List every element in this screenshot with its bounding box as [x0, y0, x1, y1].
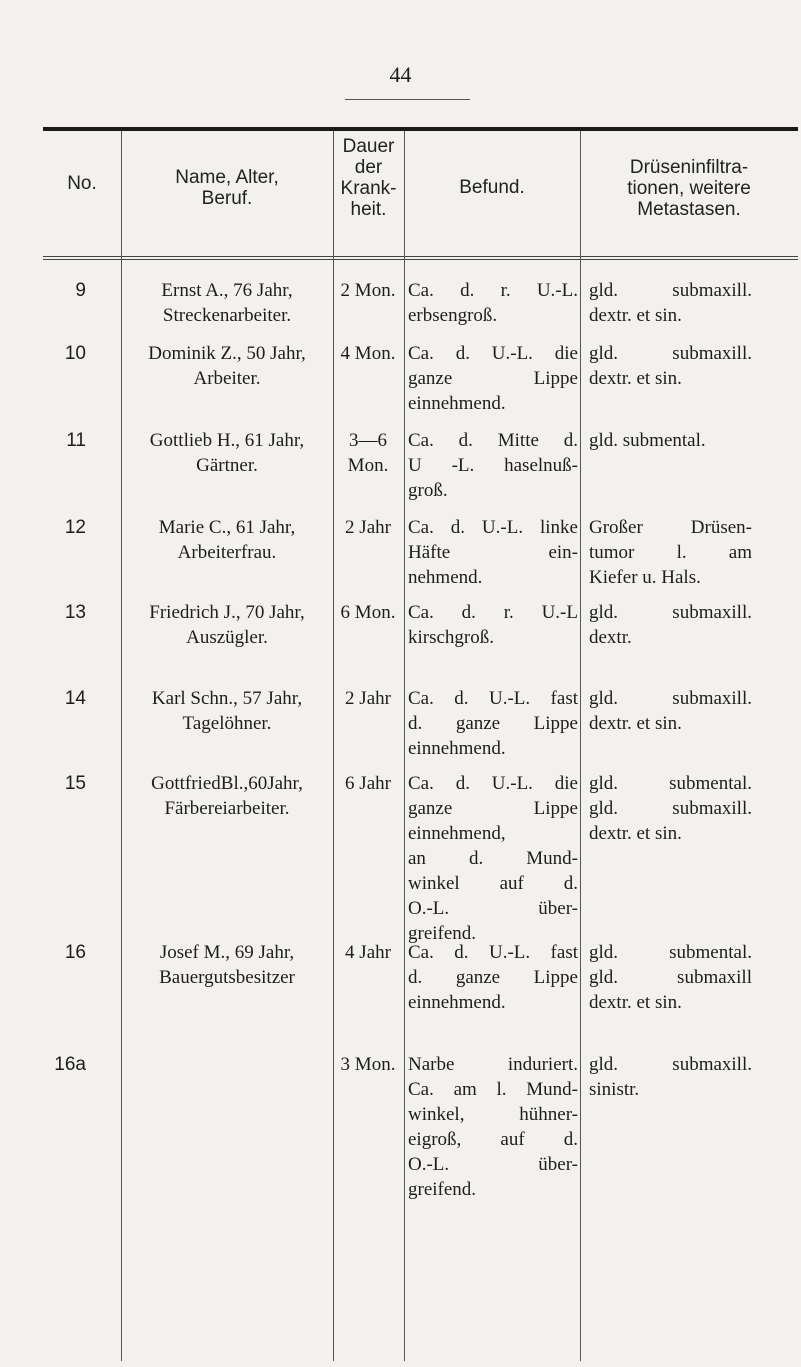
duration-cell-line: 2 Mon.	[340, 280, 396, 301]
gland-cell-line: sinistr.	[589, 1079, 640, 1100]
gland-cell-line: tumor l. am	[589, 542, 752, 563]
gland-cell	[589, 515, 752, 590]
gland-cell-line: gld. submaxill.	[589, 602, 752, 623]
gland-cell-line: gld. submaxill.	[589, 798, 752, 819]
finding-cell-line: Ca. d. r. U.-L.	[408, 280, 578, 301]
name-cell-line: Josef M., 69 Jahr,	[159, 942, 295, 963]
gland-cell-line: dextr. et sin.	[589, 992, 682, 1013]
name-cell-line: Arbeiter.	[193, 368, 261, 389]
duration-cell-line: 3 Mon.	[340, 1054, 396, 1075]
gland-cell-line: gld. submaxill	[589, 967, 752, 988]
finding-cell-line: erbsengroß.	[408, 305, 498, 326]
finding-cell-line: kirschgroß.	[408, 627, 495, 648]
finding-cell-line: Ca. am l. Mund-	[408, 1079, 578, 1100]
name-cell-line: Gärtner.	[196, 455, 258, 476]
finding-cell-line: nehmend.	[408, 567, 483, 588]
gland-cell-line: dextr. et sin.	[589, 305, 682, 326]
header-drusen-line: Drüseninfiltra-	[629, 157, 749, 178]
gland-cell	[589, 940, 752, 1015]
gland-cell-line: Kiefer u. Hals.	[589, 567, 701, 588]
finding-cell	[408, 940, 578, 1015]
finding-cell	[408, 515, 578, 590]
row-number: 12	[64, 517, 86, 538]
duration-cell	[333, 600, 403, 625]
finding-cell-line: einnehmend.	[408, 992, 506, 1013]
finding-cell-line: einnehmend,	[408, 823, 506, 844]
gland-cell-line: gld. submental.	[589, 773, 752, 794]
duration-cell-line: 2 Jahr	[345, 517, 391, 538]
name-cell	[121, 940, 333, 990]
header-no: No.	[67, 173, 97, 194]
page-number-rule	[345, 99, 470, 100]
name-cell	[121, 278, 333, 328]
header-name-line: Name, Alter,	[175, 167, 279, 188]
name-cell-line: Ernst A., 76 Jahr,	[161, 280, 293, 301]
gland-cell	[589, 1052, 752, 1102]
duration-cell-line: 3—6	[349, 430, 387, 451]
duration-cell-line: Mon.	[347, 455, 389, 476]
finding-cell	[408, 600, 578, 650]
gland-cell-line: Großer Drüsen-	[589, 517, 752, 538]
name-cell	[121, 515, 333, 565]
gland-cell-line: gld. submaxill.	[589, 280, 752, 301]
gland-cell-line: dextr. et sin.	[589, 713, 682, 734]
duration-cell-line: 6 Jahr	[345, 773, 391, 794]
finding-cell-line: einnehmend.	[408, 738, 506, 759]
name-cell-line: GottfriedBl.,60Jahr,	[151, 773, 303, 794]
gland-cell	[589, 600, 752, 650]
duration-cell	[333, 940, 403, 965]
header-dauer-line: Krank-	[340, 178, 397, 199]
row-number: 11	[66, 430, 86, 451]
finding-cell	[408, 1052, 578, 1202]
finding-cell-line: groß.	[408, 480, 448, 501]
header-dauer	[333, 136, 404, 220]
header-befund: Befund.	[459, 177, 525, 198]
header-bottom-rule	[43, 256, 798, 260]
finding-cell-line: Ca. d. Mitte d.	[408, 430, 578, 451]
name-cell-line: Bauergutsbesitzer	[159, 967, 295, 988]
finding-cell-line: greifend.	[408, 923, 477, 944]
duration-cell-line: 6 Mon.	[340, 602, 396, 623]
finding-cell-line: Ca. d. U.-L. die	[408, 343, 578, 364]
finding-cell	[408, 686, 578, 761]
finding-cell-line: d. ganze Lippe	[408, 713, 578, 734]
gland-cell-line: gld. submental.	[589, 430, 706, 451]
name-cell-line: Friedrich J., 70 Jahr,	[149, 602, 305, 623]
duration-cell-line: 2 Jahr	[345, 688, 391, 709]
finding-cell-line: Ca. d. r. U.-L	[408, 602, 578, 623]
gland-cell	[589, 686, 752, 736]
duration-cell	[333, 341, 403, 366]
gland-cell	[589, 771, 752, 846]
finding-cell-line: d. ganze Lippe	[408, 967, 578, 988]
finding-cell-line: Ca. d. U.-L. fast	[408, 942, 578, 963]
name-cell-line: Auszügler.	[186, 627, 268, 648]
duration-cell	[333, 428, 403, 478]
finding-cell-line: O.-L. über-	[408, 898, 578, 919]
row-number: 9	[75, 280, 86, 301]
duration-cell-line: 4 Mon.	[340, 343, 396, 364]
gland-cell-line: dextr. et sin.	[589, 368, 682, 389]
finding-cell-line: Häfte ein-	[408, 542, 578, 563]
row-number: 10	[64, 343, 86, 364]
name-cell-line: Marie C., 61 Jahr,	[158, 517, 296, 538]
header-dauer-line: Dauer	[342, 136, 395, 157]
header-dauer-line: heit.	[350, 199, 387, 220]
finding-cell-line: O.-L. über-	[408, 1154, 578, 1175]
gland-cell	[589, 278, 752, 328]
name-cell-line: Färbereiarbeiter.	[164, 798, 290, 819]
finding-cell	[408, 278, 578, 328]
header-drusen-line: tionen, weitere	[627, 178, 751, 199]
header-dauer-line: der	[354, 157, 383, 178]
name-cell-line: Dominik Z., 50 Jahr,	[148, 343, 306, 364]
page-number: 44	[389, 62, 412, 87]
name-cell-line: Streckenarbeiter.	[162, 305, 292, 326]
header-name	[121, 167, 333, 209]
gland-cell-line: gld. submaxill.	[589, 343, 752, 364]
column-divider	[404, 131, 405, 1361]
duration-cell	[333, 1052, 403, 1077]
header-drusen-line: Metastasen.	[637, 199, 741, 220]
row-number: 15	[64, 773, 86, 794]
finding-cell-line: Ca. d. U.-L. fast	[408, 688, 578, 709]
finding-cell	[408, 341, 578, 416]
gland-cell	[589, 428, 752, 453]
table-top-rule	[43, 127, 798, 131]
name-cell	[121, 600, 333, 650]
duration-cell	[333, 771, 403, 796]
column-divider	[333, 131, 334, 1361]
finding-cell-line: greifend.	[408, 1179, 477, 1200]
finding-cell-line: winkel, hühner-	[408, 1104, 578, 1125]
header-name-line: Beruf.	[201, 188, 253, 209]
finding-cell	[408, 428, 578, 503]
finding-cell-line: Ca. d. U.-L. die	[408, 773, 578, 794]
name-cell-line: Karl Schn., 57 Jahr,	[151, 688, 303, 709]
finding-cell-line: eigroß, auf d.	[408, 1129, 578, 1150]
duration-cell	[333, 278, 403, 303]
duration-cell	[333, 515, 403, 540]
finding-cell-line: einnehmend.	[408, 393, 506, 414]
finding-cell-line: ganze Lippe	[408, 798, 578, 819]
finding-cell-line: ganze Lippe	[408, 368, 578, 389]
header-drusen	[580, 157, 798, 220]
name-cell	[121, 428, 333, 478]
gland-cell	[589, 341, 752, 391]
name-cell	[121, 771, 333, 821]
finding-cell-line: Narbe induriert.	[408, 1054, 578, 1075]
duration-cell	[333, 686, 403, 711]
finding-cell	[408, 771, 578, 946]
gland-cell-line: gld. submaxill.	[589, 688, 752, 709]
finding-cell-line: winkel auf d.	[408, 873, 578, 894]
row-number: 16a	[54, 1054, 86, 1075]
gland-cell-line: dextr.	[589, 627, 632, 648]
name-cell-line: Gottlieb H., 61 Jahr,	[149, 430, 305, 451]
name-cell	[121, 686, 333, 736]
row-number: 14	[64, 688, 86, 709]
finding-cell-line: an d. Mund-	[408, 848, 578, 869]
finding-cell-line: Ca. d. U.-L. linke	[408, 517, 578, 538]
row-number: 13	[64, 602, 86, 623]
name-cell-line: Tagelöhner.	[182, 713, 272, 734]
name-cell-line: Arbeiterfrau.	[177, 542, 277, 563]
name-cell	[121, 341, 333, 391]
row-number: 16	[64, 942, 86, 963]
duration-cell-line: 4 Jahr	[345, 942, 391, 963]
finding-cell-line: U -L. haselnuß-	[408, 455, 578, 476]
gland-cell-line: gld. submaxill.	[589, 1054, 752, 1075]
gland-cell-line: dextr. et sin.	[589, 823, 682, 844]
column-divider	[580, 131, 581, 1361]
gland-cell-line: gld. submental.	[589, 942, 752, 963]
